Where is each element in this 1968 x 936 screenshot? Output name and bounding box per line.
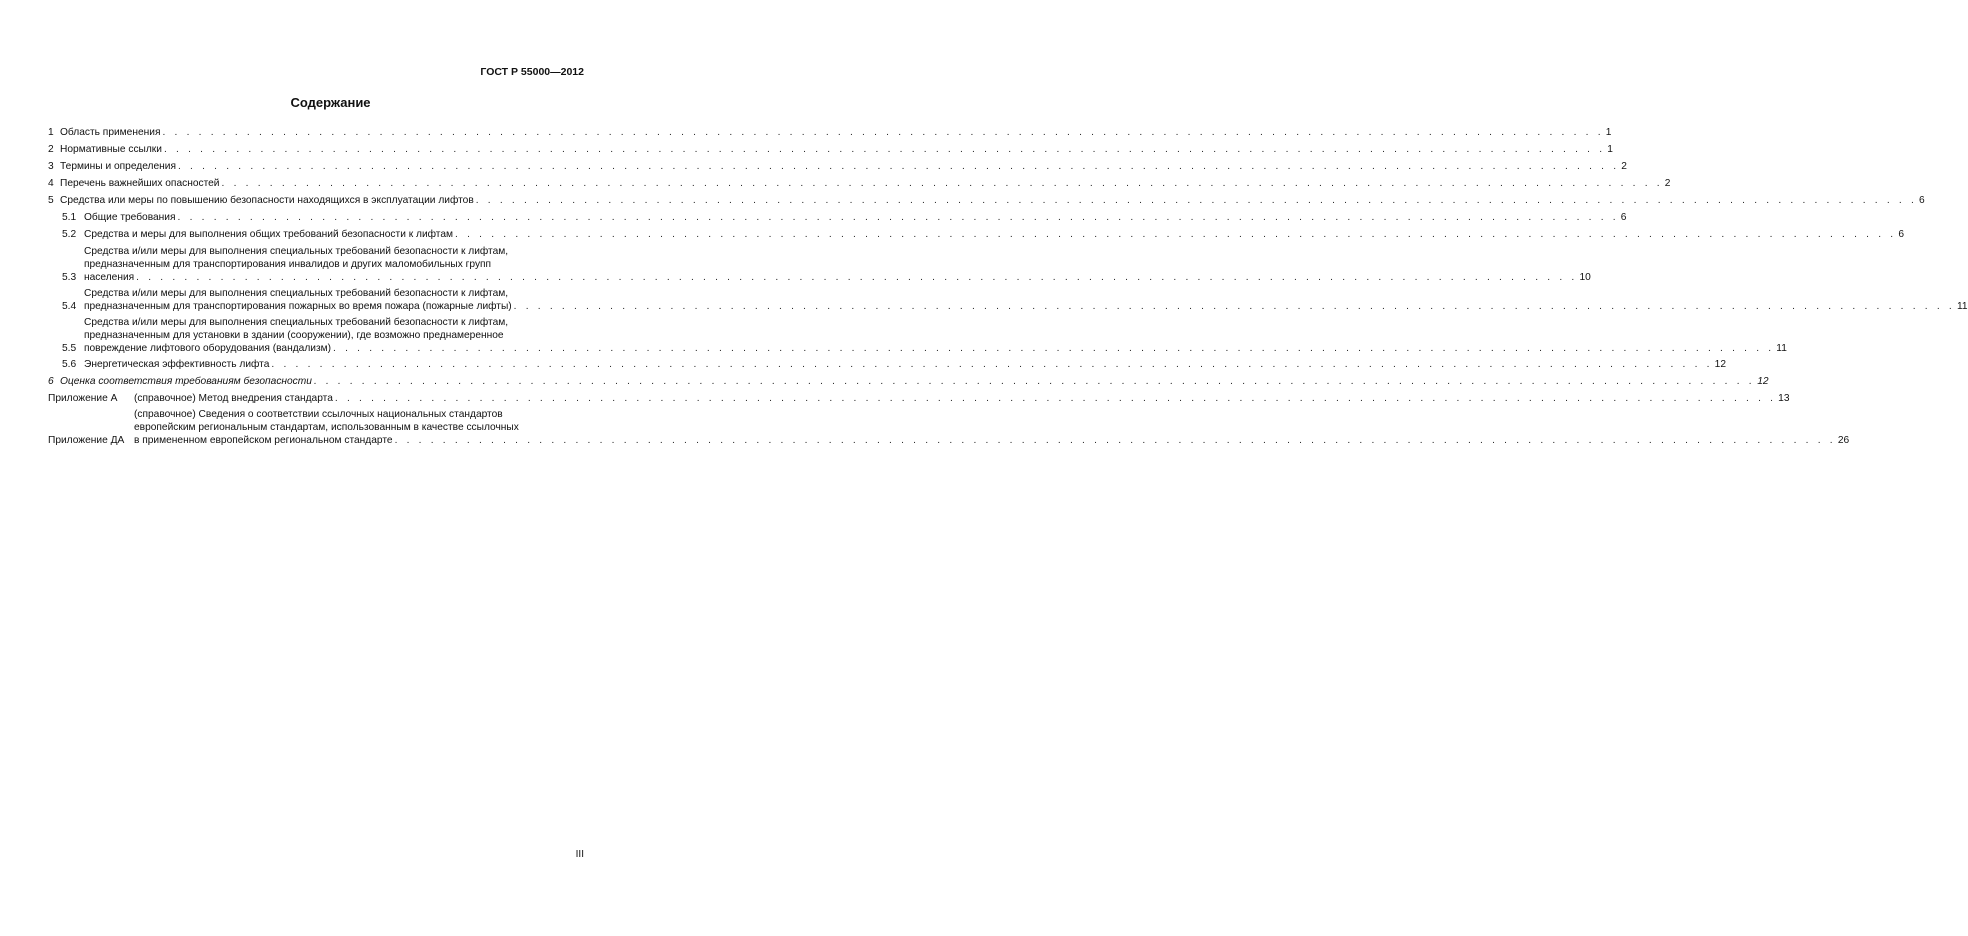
- toc-entry-line: Средства и/или меры для выполнения специальных требований безопасности к лифтам,: [84, 246, 509, 257]
- toc-entry: [48, 126, 1612, 139]
- toc-entry: [48, 392, 1790, 405]
- toc-entry-line: Общие требования: [84, 212, 176, 223]
- toc-entry-page: 6: [1620, 212, 1627, 223]
- toc-leader-dots: . . . . . . . . . . . . . . . . . . . . . . . . . . . . . . . . . . . . . . . . . . . . . . . . . . . . . . . . . . . . . . . . . . . . . . . . . . . . . . . . . . . . . . . . . . . . . . . . . . . . . . . . . . . . . . . . . . . . . . . .: [475, 195, 1918, 206]
- toc-entry-text: [84, 228, 1904, 241]
- toc-entry-number: Приложение А: [48, 393, 118, 404]
- toc-leader-dots: . . . . . . . . . . . . . . . . . . . . . . . . . . . . . . . . . . . . . . . . . . . . . . . . . . . . . . . . . . . . . . . . . . . . . . . . . . . . . . . . . . . . . . . . . . . . . . . . . . . . . . . . . . . . . . . . . . . . . . . .: [333, 343, 1775, 354]
- toc-entry-text: [134, 408, 1849, 447]
- toc-leader-dots: . . . . . . . . . . . . . . . . . . . . . . . . . . . . . . . . . . . . . . . . . . . . . . . . . . . . . . . . . . . . . . . . . . . . . . . . . . . . . . . . . . . . . . . . . . . . . . . . . . . . . . . . . . . . . . . . . . . . . . . .: [177, 212, 1619, 223]
- toc-entry-line: Область применения: [60, 127, 161, 138]
- toc-entry-text: [84, 358, 1726, 371]
- toc-entry-number: 5: [48, 195, 54, 206]
- toc-entry-line: Энергетическая эффективность лифта: [84, 359, 270, 370]
- table-of-contents: [48, 126, 1968, 447]
- toc-entry-text: [60, 177, 1670, 190]
- toc-entry-text: [84, 211, 1626, 224]
- toc-entry-text: [60, 143, 1613, 156]
- toc-entry-number: 4: [48, 178, 54, 189]
- toc-entry-line: (справочное) Сведения о соответствии ссылочных национальных стандартов: [134, 409, 503, 420]
- toc-entry-text: [60, 194, 1925, 207]
- toc-entry-text: [84, 316, 1787, 355]
- toc-entry-text: [60, 160, 1627, 173]
- toc-entry-line: предназначенным для транспортирования инвалидов и других маломобильных групп: [84, 259, 492, 270]
- toc-entry-line: повреждение лифтового оборудования (вандализм): [84, 343, 332, 354]
- toc-entry-number: 5.5: [62, 343, 77, 354]
- toc-entry-number: 5.6: [62, 359, 77, 370]
- toc-entry: [48, 211, 1627, 224]
- toc-leader-dots: . . . . . . . . . . . . . . . . . . . . . . . . . . . . . . . . . . . . . . . . . . . . . . . . . . . . . . . . . . . . . . . . . . . . . . . . . . . . . . . . . . . . . . . . . . . . . . . . . . . . . . . . . . . . . . . . . . . . . . . .: [513, 301, 1955, 312]
- toc-leader-dots: . . . . . . . . . . . . . . . . . . . . . . . . . . . . . . . . . . . . . . . . . . . . . . . . . . . . . . . . . . . . . . . . . . . . . . . . . . . . . . . . . . . . . . . . . . . . . . . . . . . . . . . . . . . . . . . . . . . . . . . .: [455, 229, 1897, 240]
- toc-entry: [48, 358, 1727, 371]
- toc-entry: [48, 316, 1787, 355]
- toc-entry-line: (справочное) Метод внедрения стандарта: [134, 393, 333, 404]
- toc-entry-page: 11: [1956, 301, 1968, 312]
- toc-entry-number: 5.3: [62, 272, 77, 283]
- toc-entry-text: [84, 287, 1968, 313]
- toc-entry-page: 12: [1757, 376, 1769, 387]
- toc-entry-page: 26: [1837, 435, 1850, 446]
- toc-entry-page: 1: [1605, 127, 1612, 138]
- toc-entry-line: Нормативные ссылки: [60, 144, 162, 155]
- page-title: Содержание: [290, 95, 371, 110]
- toc-entry-text: [60, 126, 1611, 139]
- toc-leader-dots: . . . . . . . . . . . . . . . . . . . . . . . . . . . . . . . . . . . . . . . . . . . . . . . . . . . . . . . . . . . . . . . . . . . . . . . . . . . . . . . . . . . . . . . . . . . . . . . . . . . . . . . . . . . . . . . . . . . . . . . .: [136, 272, 1578, 283]
- toc-entry-line: Средства и/или меры для выполнения специальных требований безопасности к лифтам,: [84, 288, 509, 299]
- toc-entry-number: 5.1: [62, 212, 77, 223]
- toc-leader-dots: . . . . . . . . . . . . . . . . . . . . . . . . . . . . . . . . . . . . . . . . . . . . . . . . . . . . . . . . . . . . . . . . . . . . . . . . . . . . . . . . . . . . . . . . . . . . . . . . . . . . . . . . . . . . . . . . . . . . . . . .: [271, 359, 1713, 370]
- toc-entry-text: [134, 392, 1790, 405]
- toc-entry-text: [84, 245, 1591, 284]
- toc-entry-page: 6: [1898, 229, 1904, 240]
- toc-entry: [48, 375, 1769, 388]
- toc-entry-line: населения: [84, 272, 135, 283]
- toc-entry-page: 1: [1607, 144, 1613, 155]
- toc-entry-line: Средства и/или меры для выполнения специальных требований безопасности к лифтам,: [84, 317, 509, 328]
- toc-entry-number: Приложение ДА: [48, 435, 125, 446]
- toc-entry-line: Средства или меры по повышению безопасности находящихся в эксплуатации лифтов: [60, 195, 474, 206]
- toc-entry-number: 5.4: [62, 301, 77, 312]
- toc-leader-dots: . . . . . . . . . . . . . . . . . . . . . . . . . . . . . . . . . . . . . . . . . . . . . . . . . . . . . . . . . . . . . . . . . . . . . . . . . . . . . . . . . . . . . . . . . . . . . . . . . . . . . . . . . . . . . . . . . . . . . . . .: [313, 376, 1756, 387]
- document-id: ГОСТ Р 55000—2012: [480, 66, 584, 78]
- toc-entry-line: Средства и меры для выполнения общих требований безопасности к лифтам: [84, 229, 454, 240]
- toc-leader-dots: . . . . . . . . . . . . . . . . . . . . . . . . . . . . . . . . . . . . . . . . . . . . . . . . . . . . . . . . . . . . . . . . . . . . . . . . . . . . . . . . . . . . . . . . . . . . . . . . . . . . . . . . . . . . . . . . . . . . . . . .: [163, 144, 1606, 155]
- toc-entry-page: 2: [1621, 161, 1627, 172]
- toc-entry: [48, 408, 1850, 447]
- toc-entry: [48, 287, 1968, 313]
- toc-entry-line: Оценка соответствия требованиям безопасности: [60, 376, 312, 387]
- toc-entry-page: 2: [1664, 178, 1671, 189]
- toc-entry-line: Термины и определения: [60, 161, 176, 172]
- toc-entry-number: 2: [48, 144, 54, 155]
- toc-entry-line: предназначенным для транспортирования пожарных во время пожара (пожарные лифты): [84, 301, 512, 312]
- toc-entry: [48, 177, 1671, 190]
- toc-entry: [48, 228, 1904, 241]
- toc-entry: [48, 194, 1925, 207]
- toc-leader-dots: . . . . . . . . . . . . . . . . . . . . . . . . . . . . . . . . . . . . . . . . . . . . . . . . . . . . . . . . . . . . . . . . . . . . . . . . . . . . . . . . . . . . . . . . . . . . . . . . . . . . . . . . . . . . . . . . . . . . . . . .: [334, 393, 1777, 404]
- toc-entry-page: 11: [1776, 343, 1787, 354]
- toc-entry-text: [60, 375, 1769, 388]
- toc-leader-dots: . . . . . . . . . . . . . . . . . . . . . . . . . . . . . . . . . . . . . . . . . . . . . . . . . . . . . . . . . . . . . . . . . . . . . . . . . . . . . . . . . . . . . . . . . . . . . . . . . . . . . . . . . . . . . . . . . . . . . . . .: [221, 178, 1663, 189]
- toc-leader-dots: . . . . . . . . . . . . . . . . . . . . . . . . . . . . . . . . . . . . . . . . . . . . . . . . . . . . . . . . . . . . . . . . . . . . . . . . . . . . . . . . . . . . . . . . . . . . . . . . . . . . . . . . . . . . . . . . . . . . . . . .: [162, 127, 1604, 138]
- toc-entry-number: 5.2: [62, 229, 77, 240]
- toc-leader-dots: . . . . . . . . . . . . . . . . . . . . . . . . . . . . . . . . . . . . . . . . . . . . . . . . . . . . . . . . . . . . . . . . . . . . . . . . . . . . . . . . . . . . . . . . . . . . . . . . . . . . . . . . . . . . . . . . . . . . . . . .: [177, 161, 1620, 172]
- toc-entry-line: европейским региональным стандартам, использованным в качестве ссылочных: [134, 422, 519, 433]
- toc-entry-page: 6: [1919, 195, 1925, 206]
- toc-entry: [48, 160, 1627, 173]
- toc-entry-page: 12: [1714, 359, 1727, 370]
- toc-entry: [48, 245, 1591, 284]
- toc-entry: [48, 143, 1613, 156]
- toc-entry-number: 6: [48, 376, 54, 387]
- toc-entry-number: 3: [48, 161, 54, 172]
- toc-entry-number: 1: [48, 127, 54, 138]
- toc-leader-dots: . . . . . . . . . . . . . . . . . . . . . . . . . . . . . . . . . . . . . . . . . . . . . . . . . . . . . . . . . . . . . . . . . . . . . . . . . . . . . . . . . . . . . . . . . . . . . . . . . . . . . . . . . . . . . . . . . . . . . . . .: [394, 435, 1836, 446]
- toc-entry-page: 13: [1778, 393, 1790, 404]
- toc-entry-line: Перечень важнейших опасностей: [60, 178, 220, 189]
- page-number: III: [575, 849, 584, 860]
- toc-entry-page: 10: [1579, 272, 1591, 283]
- toc-entry-line: в примененном европейском региональном стандарте: [134, 435, 393, 446]
- toc-entry-line: предназначенным для установки в здании (сооружении), где возможно преднамеренное: [84, 330, 504, 341]
